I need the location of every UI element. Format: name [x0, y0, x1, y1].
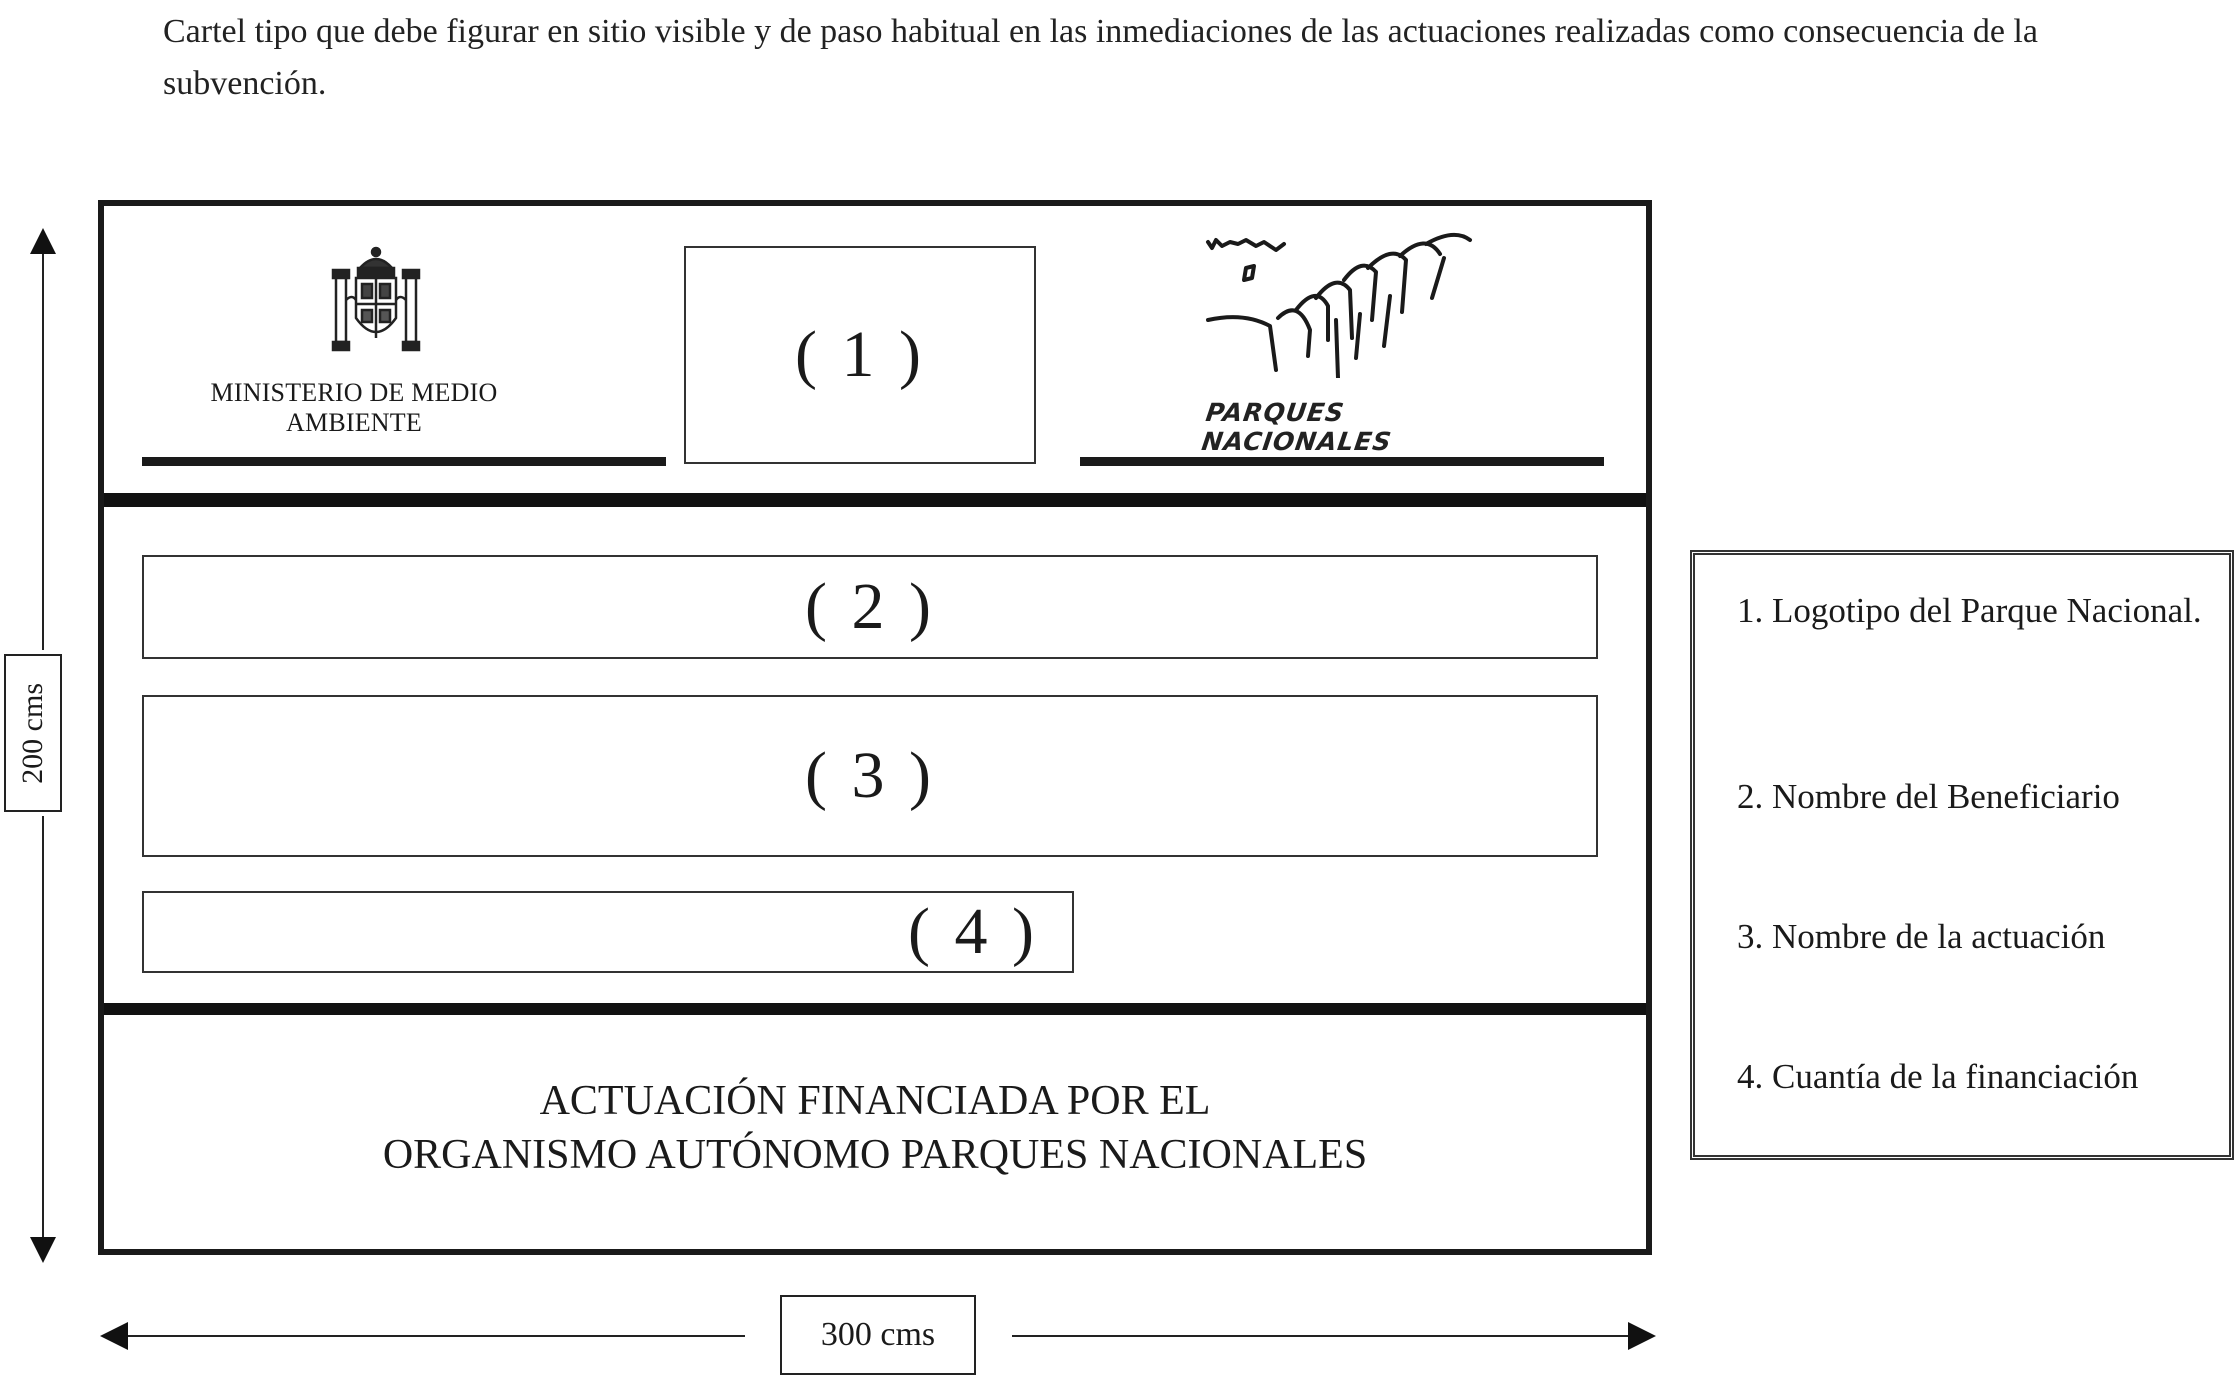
- legend-item-3: 3. Nombre de la actuación: [1737, 917, 2106, 956]
- sign-header: [104, 206, 1646, 496]
- legend-item-4: 4. Cuantía de la financiación: [1737, 1057, 2139, 1096]
- footer-line-1: ACTUACIÓN FINANCIADA POR EL: [539, 1078, 1211, 1124]
- slot-3-action-name: [142, 695, 1598, 857]
- footer-divider: [104, 1003, 1646, 1015]
- arrow-up-icon: [30, 228, 56, 254]
- slot-2-beneficiary: [142, 555, 1598, 659]
- slot-1-park-logo: [684, 246, 1036, 464]
- slot-4-funding-amount: [142, 891, 1074, 973]
- width-dimension-line-left: [120, 1335, 745, 1337]
- slot-2-label: ( 2 ): [805, 570, 935, 643]
- slot-1-label: ( 1 ): [795, 318, 925, 391]
- height-dimension-label-box: [4, 654, 62, 812]
- intro-text: Cartel tipo que debe figurar en sitio visible y de paso habitual en las inmediaciones de las actuaciones realizadas como consecuencia de la subvención.: [163, 13, 2038, 102]
- legend-item-2: 2. Nombre del Beneficiario: [1737, 777, 2120, 816]
- parques-nacionales-logo-text: PARQUES NACIONALES: [1199, 398, 1394, 456]
- np-logo-underline: [1080, 457, 1604, 466]
- height-dimension-line-top: [42, 250, 44, 650]
- legend-item-1: 1. Logotipo del Parque Nacional.: [1737, 591, 2202, 630]
- header-divider: [104, 493, 1646, 507]
- ministry-label: MINISTERIO DE MEDIO AMBIENTE: [210, 378, 498, 437]
- spanish-coat-of-arms-icon: [326, 246, 426, 358]
- ministry-underline: [142, 457, 666, 466]
- parques-nacionales-logo-icon: [1204, 228, 1494, 378]
- height-dimension-label: 200 cms: [16, 682, 49, 784]
- width-dimension-line-right: [1012, 1335, 1632, 1337]
- arrow-right-icon: [1628, 1322, 1656, 1350]
- legend-box: [1690, 550, 2234, 1160]
- sign-template: [98, 200, 1652, 1255]
- width-dimension-label-box: [780, 1295, 976, 1375]
- width-dimension-label: 300 cms: [820, 1316, 936, 1353]
- arrow-left-icon: [100, 1322, 128, 1350]
- slot-3-label: ( 3 ): [805, 739, 935, 812]
- footer-line-2: ORGANISMO AUTÓNOMO PARQUES NACIONALES: [382, 1132, 1368, 1178]
- height-dimension-line-bottom: [42, 816, 44, 1240]
- slot-4-label: ( 4 ): [908, 895, 1038, 968]
- footer-funding-statement: [104, 1074, 1646, 1182]
- arrow-down-icon: [30, 1237, 56, 1263]
